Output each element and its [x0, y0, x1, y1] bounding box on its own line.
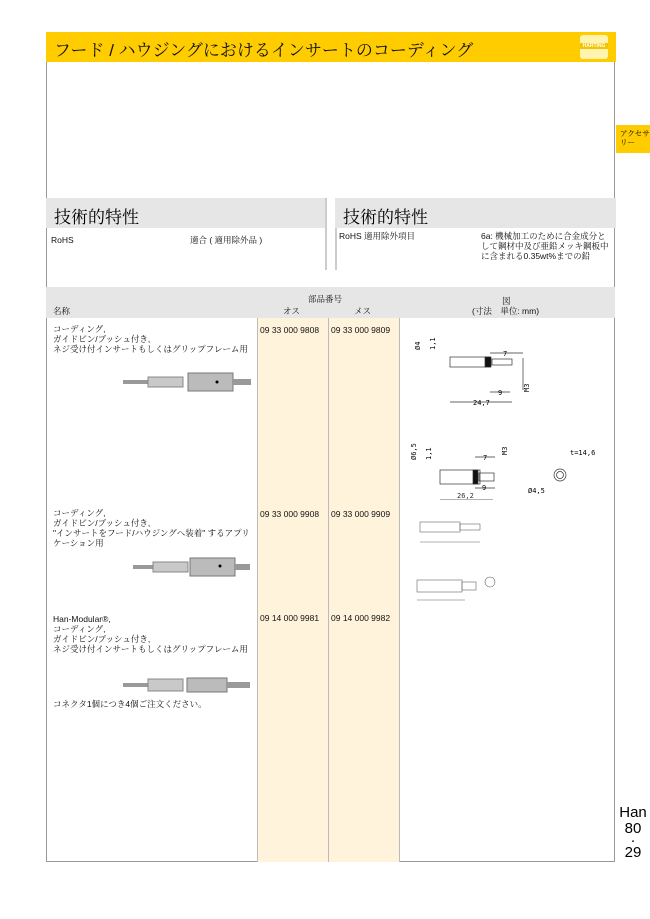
- male-column: [257, 318, 329, 862]
- col-name: 名称: [53, 306, 71, 316]
- svg-text:1,1: 1,1: [429, 337, 437, 350]
- page-number: Han 80 · 29: [619, 804, 647, 861]
- col-male: オス: [283, 306, 300, 316]
- title-bar: [46, 32, 616, 62]
- row-3-male: 09 14 000 9981: [260, 613, 320, 623]
- svg-text:1,1: 1,1: [425, 447, 433, 460]
- rohs-exempt-label: RoHS 適用除外項目: [339, 231, 416, 241]
- row-2-female: 09 33 000 9909: [331, 509, 391, 519]
- svg-text:24,7: 24,7: [473, 399, 490, 407]
- dimension-drawing-1: [405, 330, 610, 500]
- divider: [325, 198, 327, 270]
- col-female: メス: [354, 306, 372, 316]
- svg-text:9: 9: [482, 484, 487, 492]
- svg-text:M3: M3: [501, 446, 509, 455]
- row-2-male: 09 33 000 9908: [260, 509, 320, 519]
- row-1-name: コーディング, ガイドピン/ブッシュ付き, ネジ受け付インサートもしくはグリップフレーム用: [53, 324, 248, 354]
- female-column: [328, 318, 400, 862]
- row-3-female: 09 14 000 9982: [331, 613, 391, 623]
- col-drawing-unit: (寸法 単位: mm): [472, 306, 540, 316]
- rohs-value: 適合 ( 適用除外品 ): [190, 235, 263, 245]
- col-part-no: 部品番号: [308, 294, 343, 304]
- divider: [335, 228, 337, 270]
- svg-text:Ø6,5: Ø6,5: [410, 443, 418, 460]
- dimension-drawing-2: [405, 510, 505, 605]
- rohs-label: RoHS: [51, 235, 74, 245]
- row-1-male: 09 33 000 9808: [260, 325, 320, 335]
- row-3-name: Han-Modular®, コーディング, ガイドピン/ブッシュ付き, ネジ受け付インサートもしくはグリップフレーム用: [53, 614, 248, 654]
- svg-text:7: 7: [503, 350, 508, 358]
- svg-text:26,2: 26,2: [457, 492, 474, 500]
- side-tab-accessories[interactable]: アクセサリー: [616, 125, 650, 153]
- svg-text:M3: M3: [523, 383, 531, 392]
- svg-text:t=14,6: t=14,6: [570, 449, 596, 457]
- svg-text:9: 9: [498, 389, 503, 397]
- tech-heading-left: 技術的特性: [46, 198, 327, 228]
- rohs-exempt-value: 6a: 機械加工のために合金成分として鋼材中及び亜鉛メッキ鋼板中に含まれる0.35wt%までの鉛: [481, 231, 609, 261]
- coding-pin-photo-3: [120, 673, 255, 697]
- row-1-female: 09 33 000 9809: [331, 325, 391, 335]
- row-3-note: コネクタ1個につき4個ご注文ください。: [53, 699, 207, 709]
- page-title: フード / ハウジングにおけるインサートのコーディング: [54, 41, 474, 60]
- svg-text:7: 7: [483, 454, 488, 462]
- svg-text:Ø4,5: Ø4,5: [528, 487, 545, 495]
- svg-text:Ø4: Ø4: [414, 341, 422, 350]
- row-2-name: コーディング, ガイドピン/ブッシュ付き, "インサートをフード/ハウジングへ装着" するアプリケーション用: [53, 508, 250, 548]
- coding-pin-photo-1: [120, 370, 255, 394]
- coding-pin-photo-2: [120, 555, 255, 579]
- tech-heading-right: 技術的特性: [335, 198, 616, 228]
- col-drawing: 図: [502, 296, 511, 306]
- harting-logo: HARTING: [580, 35, 608, 59]
